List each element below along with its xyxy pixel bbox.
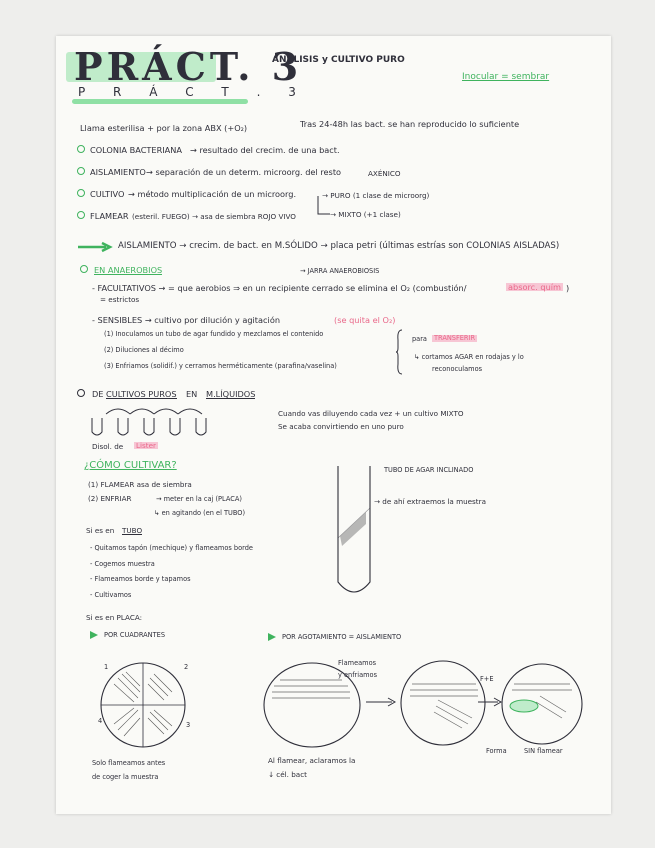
como-step-sub: → meter en la caj (PLACA) xyxy=(156,495,242,503)
def-desc: → método multiplicación de un microorg. xyxy=(128,189,297,199)
flameamos-label: Flameamos xyxy=(338,659,377,667)
arrow-icon xyxy=(78,243,112,251)
def-desc: → resultado del crecim. de una bact. xyxy=(190,145,340,155)
enfriamos-label: y enfriamos xyxy=(338,671,378,679)
transferir-highlight: TRANSFERIR xyxy=(434,334,476,342)
topic-title: ANÁLISIS y CULTIVO PURO xyxy=(272,55,405,65)
sensibles-step: (1) Inoculamos un tubo de agar fundido y mezclamos el contenido xyxy=(104,330,324,338)
def-desc: (esteril. FUEGO) → asa de siembra ROJO VIVO xyxy=(132,212,296,221)
tubo-heading-pre: Si es en xyxy=(86,526,115,535)
triangle-icon xyxy=(268,633,276,641)
aislamiento-line: AISLAMIENTO → crecim. de bact. en M.SÓLIDO → placa petri (últimas estrías son COLONIAS AISLADAS) xyxy=(118,241,560,251)
def-desc: → separación de un determ. microorg. del resto xyxy=(146,167,342,177)
tubo-item: - Cogemos muestra xyxy=(90,560,155,568)
bullet-icon xyxy=(77,189,85,197)
quadrant-number: 2 xyxy=(184,663,189,671)
jarra-label: → JARRA ANAEROBIOSIS xyxy=(300,267,380,275)
brace-icon xyxy=(396,330,404,374)
liquidos-heading-b: M.LÍQUIDOS xyxy=(206,389,256,399)
def-term: COLONIA BACTERIANA xyxy=(90,145,183,155)
quadrant-plate-drawing xyxy=(98,660,191,750)
arrow-icon xyxy=(366,698,396,706)
transferir-desc: reconoculamos xyxy=(432,365,483,373)
como-step: (1) FLAMEAR asa de siembra xyxy=(88,480,192,489)
title-underline xyxy=(72,99,248,104)
facultativos-line: - FACULTATIVOS → = que aerobios ⇒ en un recipiente cerrado se elimina el O₂ (combustión/ xyxy=(92,283,467,293)
como-heading: ¿CÓMO CULTIVAR? xyxy=(84,460,177,471)
def-term: CULTIVO xyxy=(90,189,125,199)
al-flamear-label: Al flamear, aclaramos la xyxy=(268,756,356,765)
def-term: AISLAMIENTO xyxy=(90,167,146,177)
forma-label: Forma xyxy=(486,747,507,755)
transferir-pre: para xyxy=(412,335,427,343)
quadrant-number: 4 xyxy=(98,717,103,725)
quadrant-number: 1 xyxy=(104,663,109,671)
muestra-label: → de ahí extraemos la muestra xyxy=(374,497,486,506)
al-flamear-label: ↓ cél. bact xyxy=(268,770,307,779)
bullet-icon xyxy=(77,389,85,397)
cultivo-puro: → PURO (1 clase de microorg) xyxy=(322,191,430,200)
solo-label: Solo flameamos antes xyxy=(92,759,166,767)
tubo-heading: TUBO xyxy=(122,526,143,535)
liquidos-pre: DE xyxy=(92,389,104,399)
triangle-icon xyxy=(90,631,98,639)
sensibles-step: (2) Diluciones al décimo xyxy=(104,346,184,354)
bullet-icon xyxy=(80,265,88,273)
estrictos-line: = estrictos xyxy=(100,295,140,304)
practice-subtitle: P R Á C T . 3 xyxy=(78,85,308,99)
lister-highlight: Lister xyxy=(136,441,156,450)
liquidos-desc: Se acaba convirtiendo en uno puro xyxy=(278,422,404,431)
axenico-label: AXÉNICO xyxy=(368,169,401,178)
transferir-desc: ↳ cortamos AGAR en rodajas y lo xyxy=(414,353,524,361)
side-note: Inocular = sembrar xyxy=(462,72,550,82)
sensibles-line: - SENSIBLES → cultivo por dilución y agitación xyxy=(92,315,281,325)
cultivo-mixto: → MIXTO (+1 clase) xyxy=(330,210,401,219)
streak-plate-drawing xyxy=(398,660,488,746)
absorcion-highlight: absorc. quím xyxy=(508,282,562,292)
solo-label: de coger la muestra xyxy=(92,773,159,781)
agar-tube-drawing xyxy=(336,466,376,598)
sin-flamear-label: SIN flamear xyxy=(524,747,563,755)
streak-plate-drawing xyxy=(500,662,584,746)
arrow-icon xyxy=(478,698,502,706)
como-step-sub: ↳ en agitando (en el TUBO) xyxy=(154,509,246,517)
bullet-icon xyxy=(77,145,85,153)
intro-left: Llama esterilisa + por la zona ABX (+O₂) xyxy=(80,123,248,133)
bullet-icon xyxy=(77,211,85,219)
sensibles-step: (3) Enfriamos (solidif.) y cerramos herméticamente (parafina/vaselina) xyxy=(104,362,337,370)
tubo-label: TUBO DE AGAR INCLINADO xyxy=(384,466,474,474)
agotamiento-label: POR AGOTAMIENTO = AISLAMIENTO xyxy=(282,633,402,641)
como-step: (2) ENFRIAR xyxy=(88,494,132,503)
placa-heading: Si es en PLACA: xyxy=(86,613,143,622)
def-term: FLAMEAR xyxy=(90,211,129,221)
practice-title: PRÁCT. 3 xyxy=(74,44,303,89)
liquidos-heading-a: CULTIVOS PUROS xyxy=(106,389,177,399)
disol-label: Disol. de xyxy=(92,442,124,451)
liquidos-mid: EN xyxy=(186,389,198,399)
intro-right: Tras 24-48h las bact. se han reproducido lo suficiente xyxy=(300,119,520,129)
tubo-item: - Flameamos borde y tapamos xyxy=(90,575,191,583)
branch-icon xyxy=(316,196,332,216)
anaerobios-heading: EN ANAEROBIOS xyxy=(94,265,163,275)
tubo-item: - Cultivamos xyxy=(90,591,132,599)
quadrant-number: 3 xyxy=(186,721,191,729)
liquidos-desc: Cuando vas diluyendo cada vez + un cultivo MIXTO xyxy=(278,409,464,418)
tubes-dilution-icon xyxy=(88,404,218,440)
fe-label: F+E xyxy=(480,675,494,683)
bullet-icon xyxy=(77,167,85,175)
cuadrantes-label: POR CUADRANTES xyxy=(104,631,165,639)
sensibles-note: (se quita el O₂) xyxy=(334,315,396,325)
facultativos-end: ) xyxy=(566,283,570,293)
tubo-item: - Quitamos tapón (mechique) y flameamos borde xyxy=(90,544,253,552)
